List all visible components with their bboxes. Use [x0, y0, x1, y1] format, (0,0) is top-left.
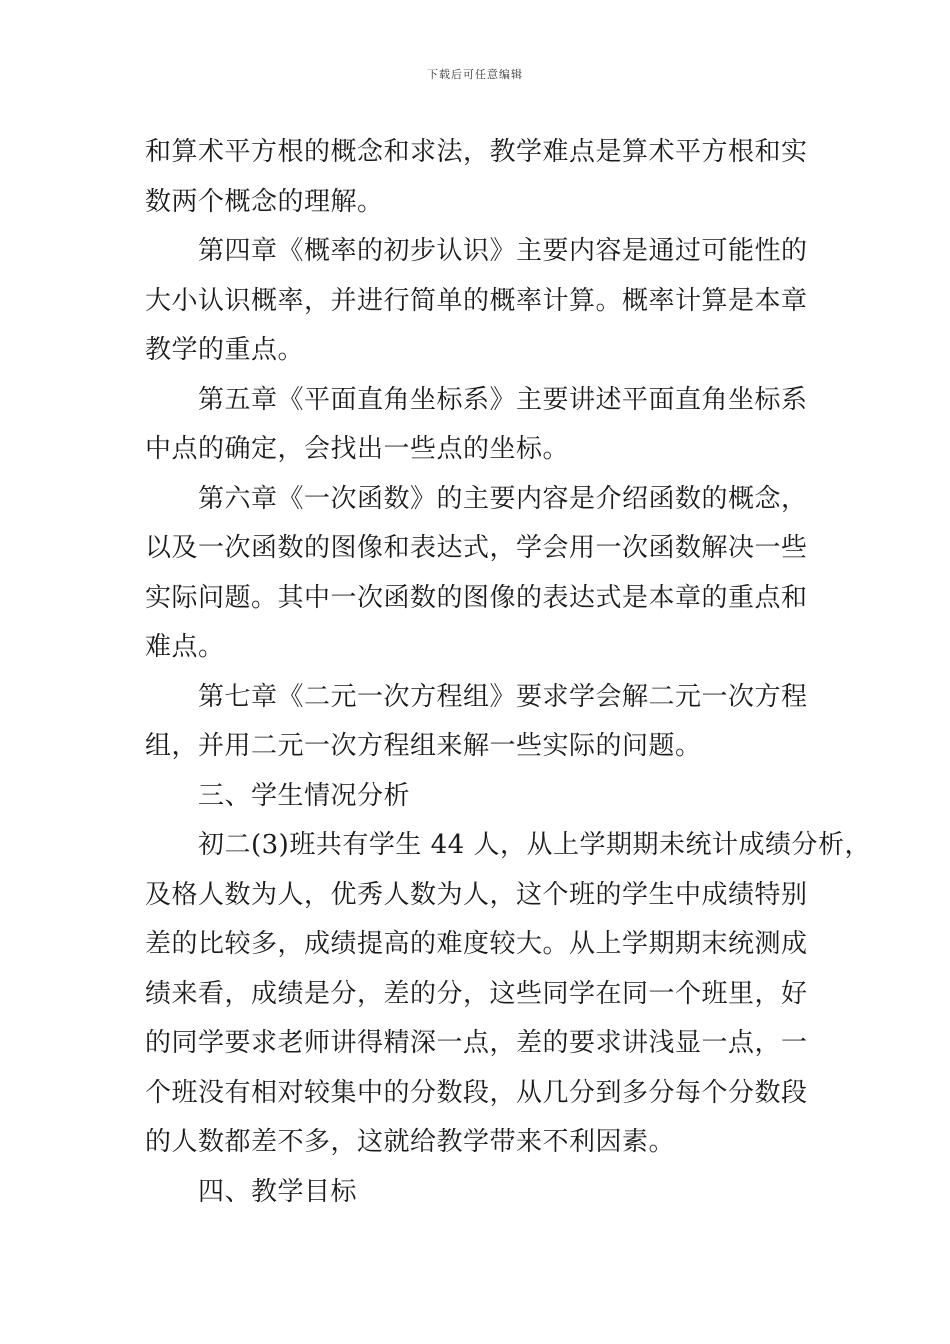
text-line: 差的比较多，成绩提高的难度较大。从上学期期末统测成 [145, 929, 808, 959]
text-line: 的人数都差不多，这就给教学带来不利因素。 [145, 1127, 676, 1157]
text-line: 绩来看，成绩是分，差的分，这些同学在同一个班里，好 [145, 978, 808, 1009]
text-line: 和算术平方根的概念和求法，教学难点是算术平方根和实 [145, 137, 808, 167]
page-header: 下载后可任意编辑 [427, 68, 523, 81]
text-line: 以及一次函数的图像和表达式，学会用一次函数解决一些 [145, 533, 808, 563]
section-heading: 四、教学目标 [198, 1176, 358, 1207]
text-line: 的同学要求老师讲得精深一点，差的要求讲浅显一点，一 [145, 1028, 808, 1058]
text-line: 教学的重点。 [145, 335, 305, 365]
text-line: 第四章《概率的初步认识》主要内容是通过可能性的 [198, 236, 808, 266]
text-line: 初二(3)班共有学生 44 人，从上学期期未统计成绩分析， [198, 830, 871, 860]
text-line: 大小认识概率，并进行简单的概率计算。概率计算是本章 [145, 285, 808, 316]
document-body [145, 128, 871, 1217]
text-line: 个班没有相对较集中的分数段，从几分到多分每个分数段 [145, 1077, 808, 1108]
text-line: 第六章《一次函数》的主要内容是介绍函数的概念， [198, 483, 808, 514]
text-line: 难点。 [145, 632, 225, 662]
text-line: 中点的确定，会找出一些点的坐标。 [145, 434, 570, 464]
text-line: 实际问题。其中一次函数的图像的表达式是本章的重点和 [145, 582, 808, 613]
text-line: 组，并用二元一次方程组来解一些实际的问题。 [145, 731, 702, 761]
section-heading: 三、学生情况分析 [198, 780, 411, 811]
text-line: 及格人数为人，优秀人数为人，这个班的学生中成绩特别 [145, 879, 808, 910]
text-line: 第七章《二元一次方程组》要求学会解二元一次方程 [198, 681, 808, 712]
text-line: 第五章《平面直角坐标系》主要讲述平面直角坐标系 [198, 384, 808, 415]
text-line: 数两个概念的理解。 [145, 186, 384, 217]
